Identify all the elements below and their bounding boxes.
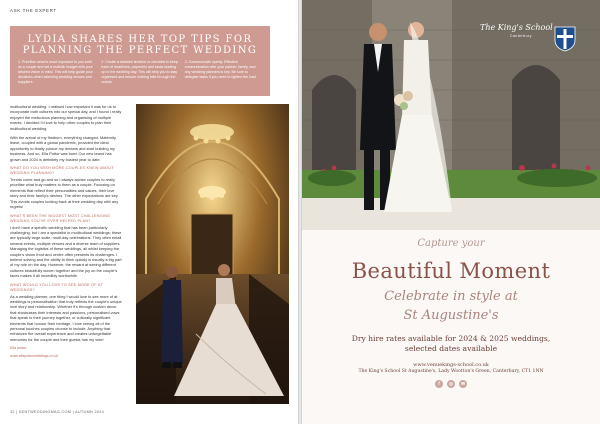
groom-figure <box>161 266 183 368</box>
brand-name <box>480 24 553 32</box>
tips-columns <box>18 60 262 85</box>
answer-1: Trends come and go and so I always advise couples to really prioritise what truly matters to them as a couple. Focusing on elements that reflect their personalities and values, their love story and their family's desires. The other expectations are key. This avoids couples looking back at their wedding day with any regrets! <box>10 177 119 210</box>
website-text: www.venuekings-school.co.uk <box>413 362 489 368</box>
left-page <box>0 0 298 424</box>
page-footer: 32 | KENTWEDDINGMAG.COM | AUTUMN 2024 <box>10 410 105 414</box>
ornate-hall-illustration <box>136 104 289 404</box>
question-3: WHAT WOULD YOU LOVE TO SEE MORE OF AT WEDDINGS? <box>10 282 103 292</box>
script-capture: Capture your <box>417 238 485 249</box>
school-crest-icon <box>554 26 576 52</box>
question-2: WHAT'S BEEN THE BIGGEST MOST CHALLENGING WEDDING YOU'VE EVER HELPED PLAN? <box>10 213 111 223</box>
right-page-advert <box>302 0 600 424</box>
couple-photo-hall <box>136 104 289 404</box>
facebook-icon[interactable]: f <box>435 380 443 388</box>
social-icons <box>302 380 600 388</box>
script-venue: St Augustine's <box>403 308 499 323</box>
chandelier-mid <box>198 186 226 200</box>
email-icon[interactable]: ✉ <box>459 380 467 388</box>
brand-subtitle: Canterbury <box>510 34 532 38</box>
article-body <box>10 104 122 408</box>
availability-line1: Dry hire rates available for 2024 & 2025 weddings, <box>351 334 551 343</box>
credit-url: www.ellapotturweddings.co.uk <box>10 354 59 359</box>
availability-line2: selected dates available <box>404 343 498 353</box>
tips-box <box>10 26 270 96</box>
couple-photo-castle <box>302 0 600 230</box>
brand-name-line1: The King's School <box>480 23 553 32</box>
tips-title-line1: LYDIA SHARES HER TOP TIPS FOR <box>27 34 253 45</box>
tips-title-line2: PLANNING THE PERFECT WEDDING <box>22 45 258 56</box>
section-tag: ASK THE EXPERT <box>10 8 57 13</box>
answer-3: As a wedding planner, one thing I would love to see more of at weddings is personalisation that truly reflects the couple's unique love story and relationship. Whether it's through custom decor that showcases their interests and passions, personalised vows that speak to their journey together, or culturally significant elements that honour their heritage, I love seeing all of the personal touches couples choose to include. Anything that enhances the overall experience and creates unforgettable memories for the couple and their guests has my vote! <box>10 293 122 342</box>
question-1: WHAT DO YOU WISH MORE COUPLES KNEW ABOUT WEDDING PLANNING? <box>10 166 114 176</box>
advert-title: Beautiful Moment <box>351 259 551 283</box>
script-celebrate: Celebrate in style at <box>384 289 518 304</box>
body-paragraph-2: With the arrival of my firstborn, everything changed. Maternity leave, coupled with a global pandemic, provided the ideal opportunity to finally pursue my dreams and start building my business. And so, Ella Pottur was born! Our new brand has grown and 2024 is definitely my busiest year to date. <box>10 135 116 162</box>
tip-2: 2. Create a detailed timeline or checklist to keep track of deadlines, payments and tasks leading up to the wedding day. This will help you to stay organised and ensure nothing falls through the cracks. <box>101 60 178 84</box>
availability-text <box>302 334 600 353</box>
answer-2: I don't have a specific wedding that has been particularly challenging, but I am a specialist in multicultural weddings; these are typically large scale, multi-day celebrations. They often entail several events, multiple venues and a diverse team of suppliers. Managing the logistics of these weddings, all whilst keeping the couple's vision front and centre often presents its challenges. I believe solving and the ability to think quickly is usually a big part of my role on the day. However, the reward at seeing different cultures beautifully woven together and the joy on the couple's faces makes it all incredibly worthwhile. <box>10 224 122 279</box>
tip-1: 1. Prioritise what is most important to you both as a couple and set a realistic budget with your desired vision in mind. This will help guide your decisions when selecting wedding venues and suppliers. <box>18 60 93 84</box>
address-text: The King's School St Augustine's, Lady Wootton's Green, Canterbury, CT1 1NN <box>358 369 544 374</box>
tip-3: 3. Communicate openly. Effective communication with your partner, family, and any wedding planners is key. Be sure to delegate tasks if you need to lighten the load. <box>184 60 257 79</box>
instagram-icon[interactable]: ◎ <box>447 380 455 388</box>
credit-name: Ella pottur <box>10 346 27 351</box>
tips-title <box>10 34 270 56</box>
body-intro: multicultural wedding. I realised how important it was for us to incorporate both cultures into our special day, and I found I really enjoyed the meticulous planning and organising of multiple events. I decided I'd love to help other couples to plan their multicultural wedding. <box>10 104 122 131</box>
